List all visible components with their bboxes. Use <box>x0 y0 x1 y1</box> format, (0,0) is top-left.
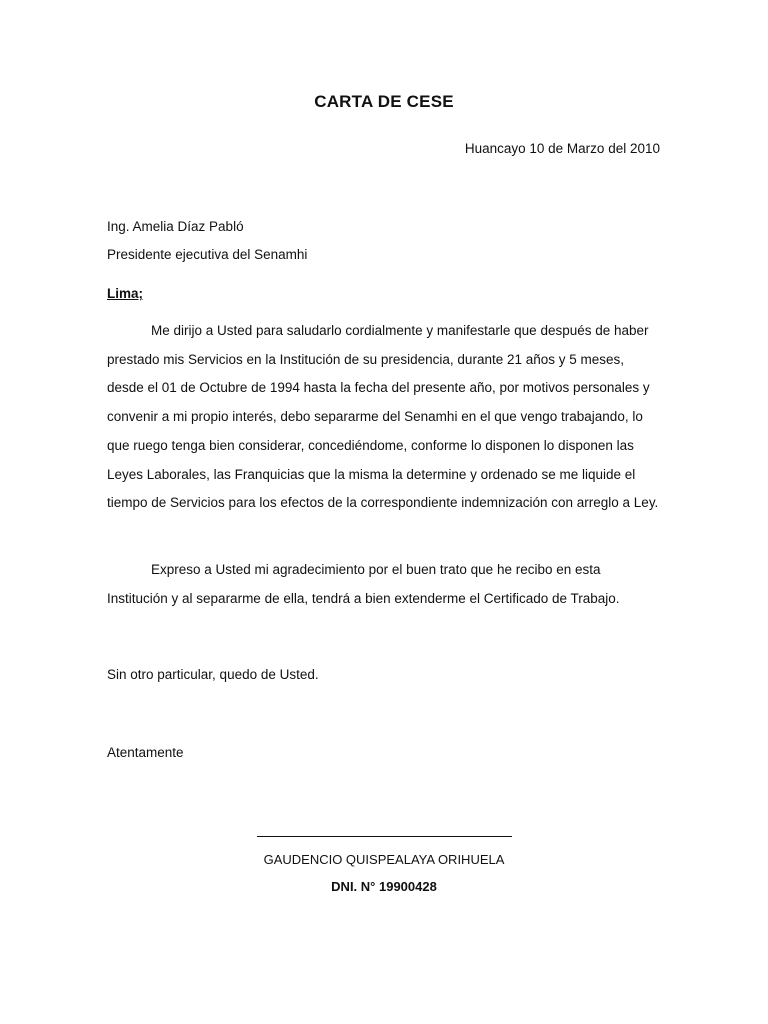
recipient-title: Presidente ejecutiva del Senamhi <box>107 247 308 262</box>
signer-name: GAUDENCIO QUISPEALAYA ORIHUELA <box>263 852 505 867</box>
signature-line <box>257 836 512 837</box>
body-paragraph-2-text: Expreso a Usted mi agradecimiento por el buen trato que he recibo en esta Institución y al separarme de ella, tendrá a bien extenderme el Certificado de Trabajo. <box>107 562 620 606</box>
letter-date: Huancayo 10 de Marzo del 2010 <box>464 141 660 156</box>
body-paragraph-1 <box>107 317 662 518</box>
closing-phrase: Sin otro particular, quedo de Usted. <box>107 667 319 682</box>
recipient-name: Ing. Amelia Díaz Pabló <box>107 219 244 234</box>
recipient-city: Lima; <box>107 286 144 301</box>
body-paragraph-1-text: Me dirijo a Usted para saludarlo cordialmente y manifestarle que después de haber prestado mis Servicios en la Institución de su presidencia, durante 21 años y 5 meses, desde el 01 de Octubre de 1994 hasta la fecha del presente año, por motivos personales y convenir a mi propio interés, debo separarme del Senamhi en el que vengo trabajando, lo que ruego tenga bien considerar, concediéndome, conforme lo disponen lo disponen las Leyes Laborales, las Franquicias que la misma la determine y ordenado se me liquide el tiempo de Servicios para los efectos de la correspondiente indemnización con arreglo a Ley. <box>107 323 659 511</box>
document-title: CARTA DE CESE <box>314 92 454 111</box>
sign-off: Atentamente <box>107 745 184 760</box>
body-paragraph-2 <box>107 556 662 613</box>
signer-id: DNI. N° 19900428 <box>331 879 437 894</box>
